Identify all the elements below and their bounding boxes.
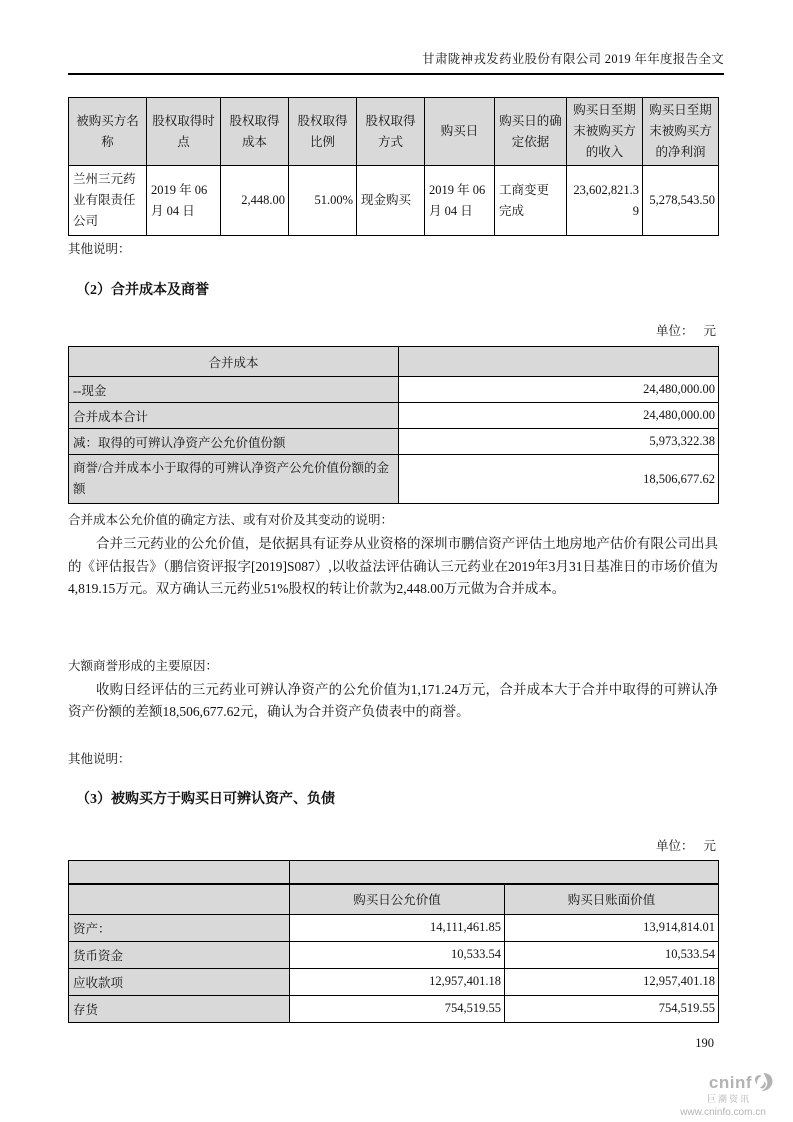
empty-cell xyxy=(69,860,290,884)
column-header: 股权取得时点 xyxy=(147,98,221,166)
acquisition-summary-table xyxy=(68,97,719,236)
empty-header-cell xyxy=(399,347,719,377)
page-content xyxy=(68,97,718,1023)
table-row xyxy=(69,403,719,429)
fair-value-note-label: 合并成本公允价值的确定方法、或有对价及其变动的说明： xyxy=(68,513,394,527)
empty-merged-cell xyxy=(290,860,719,884)
table-header-row xyxy=(69,884,719,914)
fair-value-cell: 12,957,401.18 xyxy=(290,968,505,995)
column-header: 购买日 xyxy=(425,98,495,166)
acquiree-name-cell: 兰州三元药业有限责任公司 xyxy=(69,166,147,236)
empty-header-cell xyxy=(69,884,290,914)
column-header: 购买日至期末被购买方的净利润 xyxy=(643,98,719,166)
column-header: 被购买方名称 xyxy=(69,98,147,166)
table-spacer-row xyxy=(69,860,719,884)
unit-value: 元 xyxy=(703,324,716,338)
section-heading-identifiable-assets: （3）被购买方于购买日可辨认资产、负债 xyxy=(76,791,335,807)
purchase-basis-cell: 工商变更完成 xyxy=(495,166,567,236)
row-value: 24,480,000.00 xyxy=(399,377,719,403)
goodwill-reason-paragraph: 收购日经评估的三元药业可辨认净资产的公允价值为1,171.24万元，合并成本大于合并中取得的可辨认净资产份额的差额18,506,677.62元，确认为合并资产负债表中的商誉。 xyxy=(68,681,718,719)
column-header: 购买日的确定依据 xyxy=(495,98,567,166)
table-row xyxy=(69,968,719,995)
cninfo-brand-text: cninf xyxy=(708,1073,752,1093)
identifiable-assets-table xyxy=(68,860,719,1023)
revenue-cell: 23,602,821.39 xyxy=(567,166,643,236)
table-row xyxy=(69,941,719,968)
unit-label: 单位： xyxy=(655,324,694,338)
section-heading-merge-cost: （2）合并成本及商誉 xyxy=(76,283,209,298)
fair-value-cell: 10,533.54 xyxy=(290,941,505,968)
other-note-label: 其他说明： xyxy=(68,751,131,766)
report-header-title: 甘肃陇神戎发药业股份有限公司 2019 年年度报告全文 xyxy=(422,52,724,66)
book-value-cell: 10,533.54 xyxy=(505,941,719,968)
row-label: 货币资金 xyxy=(69,941,290,968)
column-header: 购买日至期末被购买方的收入 xyxy=(567,98,643,166)
table-row xyxy=(69,914,719,941)
unit-value: 元 xyxy=(703,838,716,853)
row-value: 24,480,000.00 xyxy=(399,403,719,429)
row-label: 减：取得的可辨认净资产公允价值份额 xyxy=(69,429,399,455)
cninfo-logo xyxy=(669,1073,777,1118)
table-header-row xyxy=(69,347,719,377)
row-label: 商誉/合并成本小于取得的可辨认净资产公允价值份额的金额 xyxy=(69,455,399,504)
table-row xyxy=(69,166,719,236)
equity-time-cell: 2019 年 06 月 04 日 xyxy=(147,166,221,236)
row-label: 应收款项 xyxy=(69,968,290,995)
equity-method-cell: 现金购买 xyxy=(357,166,425,236)
row-label: 存货 xyxy=(69,995,290,1022)
book-value-cell: 12,957,401.18 xyxy=(505,968,719,995)
merge-cost-table xyxy=(68,346,719,504)
column-header: 股权取得方式 xyxy=(357,98,425,166)
book-value-cell: 13,914,814.01 xyxy=(505,914,719,941)
column-header-book-value: 购买日账面价值 xyxy=(505,884,719,914)
fair-value-paragraph: 合并三元药业的公允价值，是依据具有证券从业资格的深圳市鹏信资产评估土地房地产估价有限公司出具的《评估报告》（鹏信资评报字[2019]S087）,以收益法评估确认三元药业在2019年3月31日基准日的市场价值为4,819.15万元。双方确认三元药业51%股权的转让价款为2,448.00万元做为合并成本。 xyxy=(68,536,718,596)
goodwill-reason-label: 大额商誉形成的主要原因： xyxy=(68,658,219,673)
unit-line xyxy=(68,321,718,339)
column-header: 股权取得比例 xyxy=(289,98,357,166)
net-profit-cell: 5,278,543.50 xyxy=(643,166,719,236)
cninfo-website: www.cninfo.com.cn xyxy=(680,1107,766,1118)
cninfo-chinese-name: 巨潮资讯 xyxy=(706,1094,751,1105)
table-row xyxy=(69,377,719,403)
unit-line xyxy=(68,836,718,854)
row-label: 合并成本合计 xyxy=(69,403,399,429)
fair-value-cell: 14,111,461.85 xyxy=(290,914,505,941)
column-header: 股权取得成本 xyxy=(221,98,289,166)
column-header-fair-value: 购买日公允价值 xyxy=(290,884,505,914)
unit-label: 单位： xyxy=(655,838,694,853)
equity-ratio-cell: 51.00% xyxy=(289,166,357,236)
book-value-cell: 754,519.55 xyxy=(505,995,719,1022)
equity-cost-cell: 2,448.00 xyxy=(221,166,289,236)
cninfo-swirl-icon xyxy=(754,1073,773,1096)
fair-value-cell: 754,519.55 xyxy=(290,995,505,1022)
table-row xyxy=(69,995,719,1022)
cninfo-logo-row xyxy=(669,1073,777,1096)
row-label: --现金 xyxy=(69,377,399,403)
header-divider xyxy=(68,73,724,75)
row-label: 资产： xyxy=(69,914,290,941)
other-note-label: 其他说明： xyxy=(68,242,131,256)
page-number: 190 xyxy=(695,1036,714,1050)
table-header-row xyxy=(69,98,719,166)
row-value: 18,506,677.62 xyxy=(399,455,719,504)
table-row xyxy=(69,429,719,455)
merge-cost-header: 合并成本 xyxy=(69,347,399,377)
row-value: 5,973,322.38 xyxy=(399,429,719,455)
purchase-date-cell: 2019 年 06 月 04 日 xyxy=(425,166,495,236)
table-row xyxy=(69,455,719,504)
